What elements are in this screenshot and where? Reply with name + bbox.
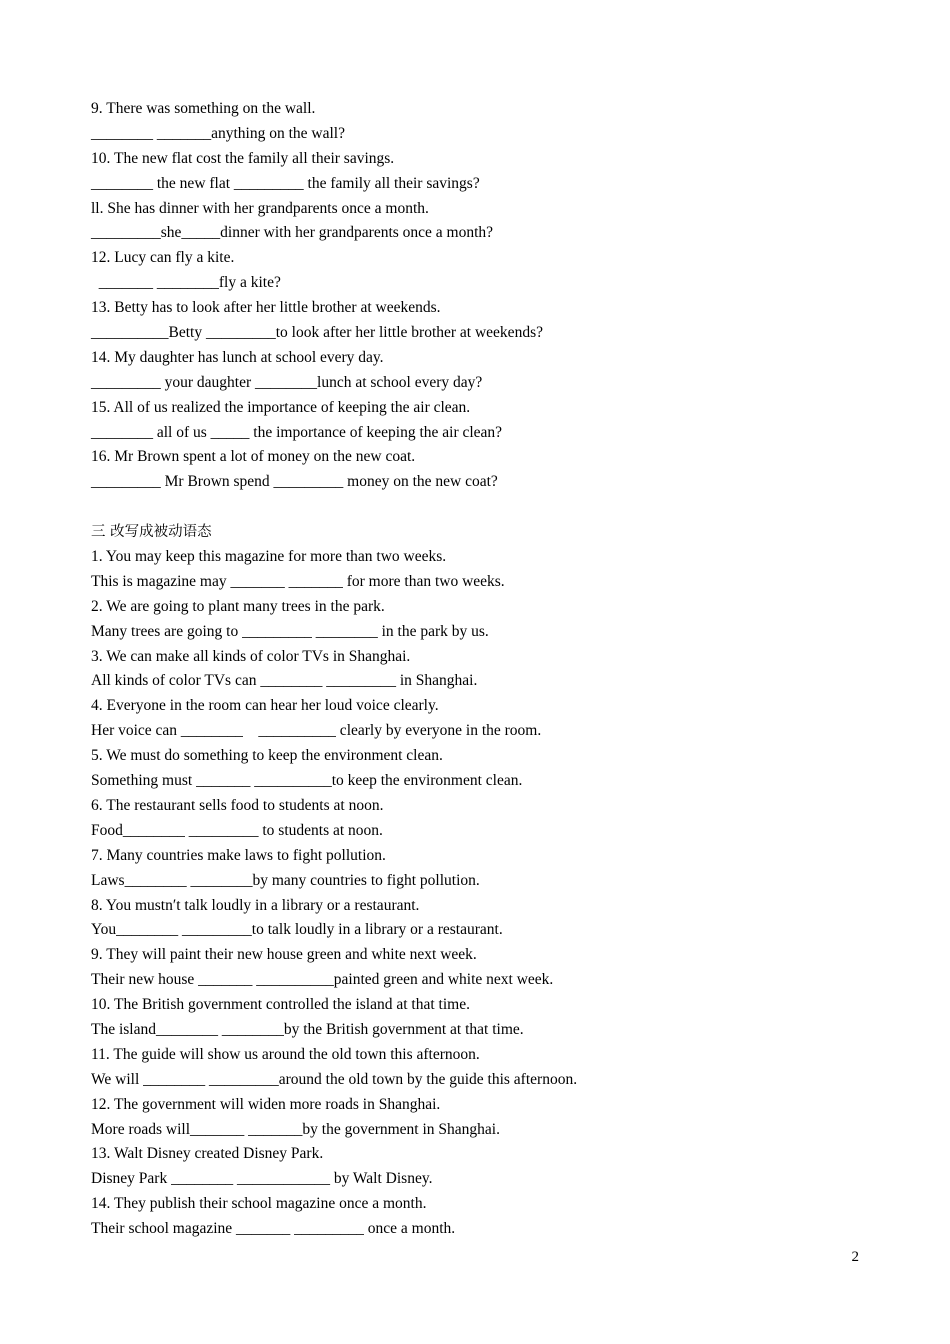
rewrite-prompt: ________ _______anything on the wall? — [91, 124, 345, 142]
page-number: 2 — [851, 1249, 859, 1265]
source-sentence: 12. Lucy can fly a kite. — [91, 249, 235, 267]
source-sentence: 10. The British government controlled the island at that time. — [91, 996, 470, 1014]
source-sentence: 5. We must do something to keep the environment clean. — [91, 747, 443, 765]
exercise-item — [91, 346, 871, 396]
section-two-exercises — [91, 97, 871, 495]
rewrite-prompt: ________ the new flat _________ the family all their savings? — [91, 174, 480, 192]
rewrite-prompt: __________Betty _________to look after her little brother at weekends? — [91, 324, 543, 342]
exercise-item — [91, 595, 871, 645]
exercise-item — [91, 197, 871, 247]
rewrite-prompt: Her voice can ________ __________ clearly by everyone in the room. — [91, 722, 542, 740]
exercise-item — [91, 894, 871, 944]
worksheet-content — [91, 97, 871, 1242]
exercise-item — [91, 943, 871, 993]
source-sentence: 12. The government will widen more roads in Shanghai. — [91, 1095, 441, 1113]
source-sentence: 11. The guide will show us around the old town this afternoon. — [91, 1045, 480, 1063]
exercise-item — [91, 296, 871, 346]
exercise-item — [91, 993, 871, 1043]
source-sentence: 15. All of us realized the importance of keeping the air clean. — [91, 398, 471, 416]
rewrite-prompt: We will ________ _________around the old town by the guide this afternoon. — [91, 1070, 578, 1088]
rewrite-prompt: Their school magazine _______ _________ once a month. — [91, 1220, 456, 1238]
rewrite-prompt: Food________ _________ to students at noon. — [91, 821, 383, 839]
source-sentence: 1. You may keep this magazine for more than two weeks. — [91, 548, 447, 566]
exercise-item — [91, 147, 871, 197]
source-sentence: 16. Mr Brown spent a lot of money on the new coat. — [91, 448, 416, 466]
source-sentence: 8. You mustn′t talk loudly in a library or a restaurant. — [91, 896, 420, 914]
section-three-exercises — [91, 520, 871, 1242]
rewrite-prompt: Many trees are going to _________ ________ in the park by us. — [91, 622, 489, 640]
rewrite-prompt: Their new house _______ __________painted green and white next week. — [91, 971, 554, 989]
exercise-item — [91, 1093, 871, 1143]
exercise-item — [91, 844, 871, 894]
source-sentence: 14. My daughter has lunch at school every day. — [91, 348, 384, 366]
rewrite-prompt: Laws________ ________by many countries to fight pollution. — [91, 871, 480, 889]
rewrite-prompt: Disney Park ________ ____________ by Walt Disney. — [91, 1170, 433, 1188]
exercise-item — [91, 445, 871, 495]
source-sentence: 3. We can make all kinds of color TVs in Shanghai. — [91, 647, 411, 665]
exercise-item — [91, 1043, 871, 1093]
rewrite-prompt: This is magazine may _______ _______ for more than two weeks. — [91, 572, 505, 590]
rewrite-prompt: The island________ ________by the British government at that time. — [91, 1020, 524, 1038]
exercise-item — [91, 396, 871, 446]
exercise-item — [91, 744, 871, 794]
source-sentence: 2. We are going to plant many trees in the park. — [91, 597, 385, 615]
source-sentence: 13. Betty has to look after her little brother at weekends. — [91, 299, 441, 317]
source-sentence: 4. Everyone in the room can hear her loud voice clearly. — [91, 697, 439, 715]
source-sentence: 7. Many countries make laws to fight pollution. — [91, 846, 386, 864]
exercise-item — [91, 545, 871, 595]
rewrite-prompt: All kinds of color TVs can ________ _________ in Shanghai. — [91, 672, 478, 690]
rewrite-prompt: _______ ________fly a kite? — [91, 274, 281, 292]
rewrite-prompt: Something must _______ __________to keep the environment clean. — [91, 772, 523, 790]
exercise-item — [91, 694, 871, 744]
exercise-item — [91, 97, 871, 147]
source-sentence: 14. They publish their school magazine once a month. — [91, 1195, 427, 1213]
source-sentence: 9. They will paint their new house green and white next week. — [91, 946, 477, 964]
exercise-item — [91, 246, 871, 296]
rewrite-prompt: ________ all of us _____ the importance of keeping the air clean? — [91, 423, 503, 441]
source-sentence: 13. Walt Disney created Disney Park. — [91, 1145, 324, 1163]
rewrite-prompt: You________ _________to talk loudly in a library or a restaurant. — [91, 921, 503, 939]
exercise-item — [91, 794, 871, 844]
rewrite-prompt: _________ your daughter ________lunch at school every day? — [91, 373, 483, 391]
exercise-item — [91, 1142, 871, 1192]
section-gap — [91, 495, 871, 520]
rewrite-prompt: _________ Mr Brown spend _________ money on the new coat? — [91, 473, 498, 491]
source-sentence: 9. There was something on the wall. — [91, 100, 316, 117]
exercise-item — [91, 645, 871, 695]
exercise-item — [91, 1192, 871, 1242]
section-heading: 三 改写成被动语态 — [91, 524, 212, 541]
rewrite-prompt: _________she_____dinner with her grandparents once a month? — [91, 224, 494, 242]
source-sentence: 10. The new flat cost the family all their savings. — [91, 149, 395, 167]
source-sentence: 6. The restaurant sells food to students at noon. — [91, 796, 384, 814]
source-sentence: ll. She has dinner with her grandparents once a month. — [91, 199, 429, 217]
rewrite-prompt: More roads will_______ _______by the government in Shanghai. — [91, 1120, 500, 1138]
